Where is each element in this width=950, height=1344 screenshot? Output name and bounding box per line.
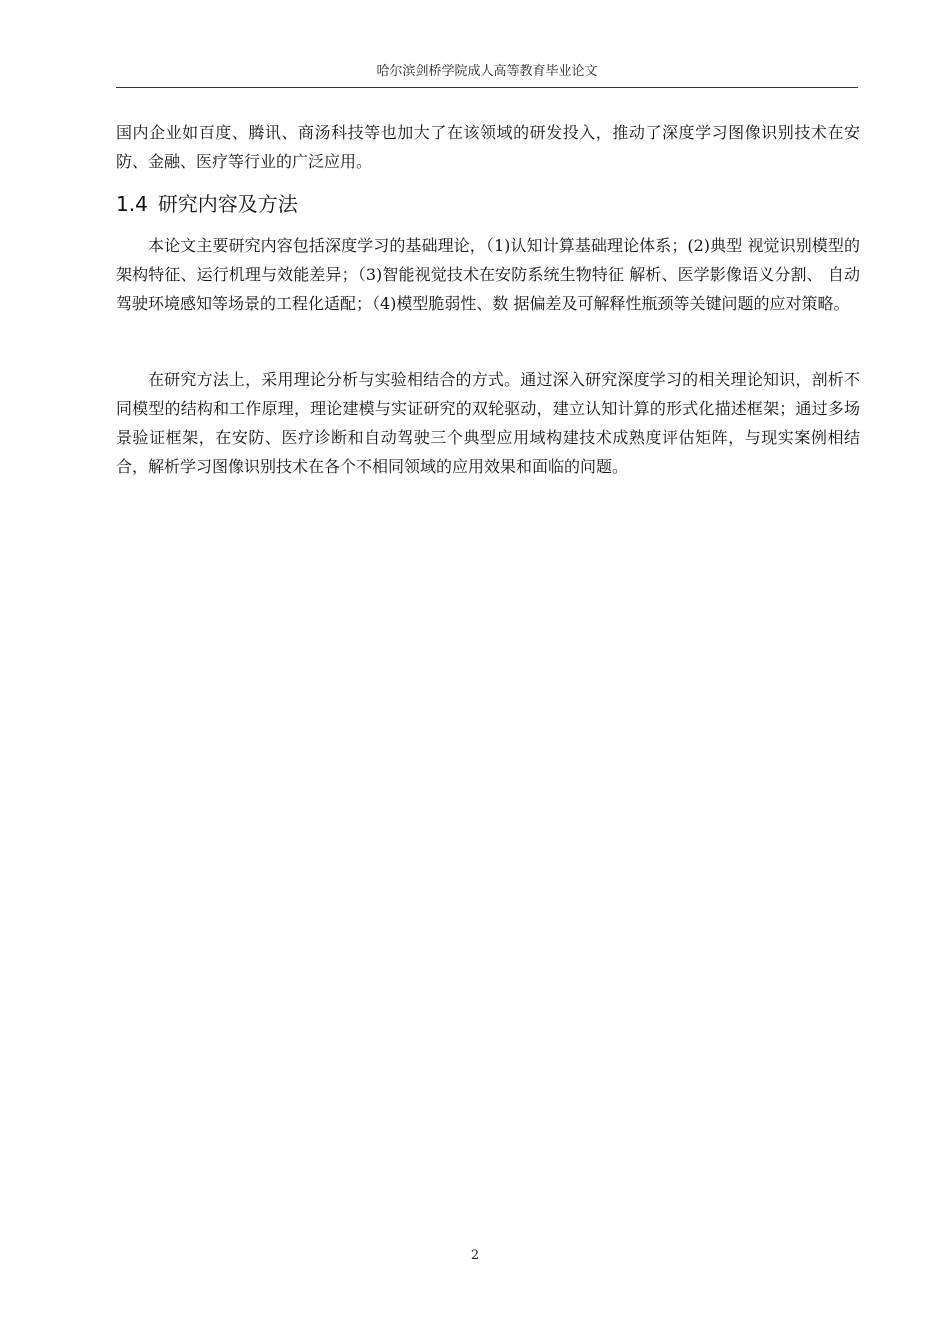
header-title: 哈尔滨剑桥学院成人高等教育毕业论文 xyxy=(376,64,598,79)
page-number: 2 xyxy=(470,1248,480,1263)
section-number: 1.4 xyxy=(116,192,148,216)
page-header xyxy=(116,62,858,88)
section-heading xyxy=(116,189,298,219)
paragraph-intro-continuation: 国内企业如百度、腾讯、商汤科技等也加大了在该领域的研发投入，推动了深度学习图像识别技术在安防、金融、医疗等行业的广泛应用。 xyxy=(116,123,860,171)
paragraph-research-method: 在研究方法上，采用理论分析与实验相结合的方式。通过深入研究深度学习的相关理论知识，剖析不同模型的结构和工作原理，理论建模与实证研究的双轮驱动，建立认知计算的形式化描述框架；通过多场景验证框架，在安防、医疗诊断和自动驾驶三个典型应用域构建技术成熟度评估矩阵，与现实案例相结合，解析学习图像识别技术在各个不相同领域的应用效果和面临的问题。 xyxy=(116,370,860,476)
paragraph-research-content: 本论文主要研究内容包括深度学习的基础理论，（1)认知计算基础理论体系；(2)典型 视觉识别模型的架构特征、运行机理与效能差异；（3)智能视觉技术在安防系统生物特征 解析、医学影像语义分割、 自动驾驶环境感知等场景的工程化适配；（4)模型脆弱性、数 据偏差及可解释性瓶颈等关键问题的应对策略。 xyxy=(116,236,860,313)
section-title: 研究内容及方法 xyxy=(157,192,298,216)
